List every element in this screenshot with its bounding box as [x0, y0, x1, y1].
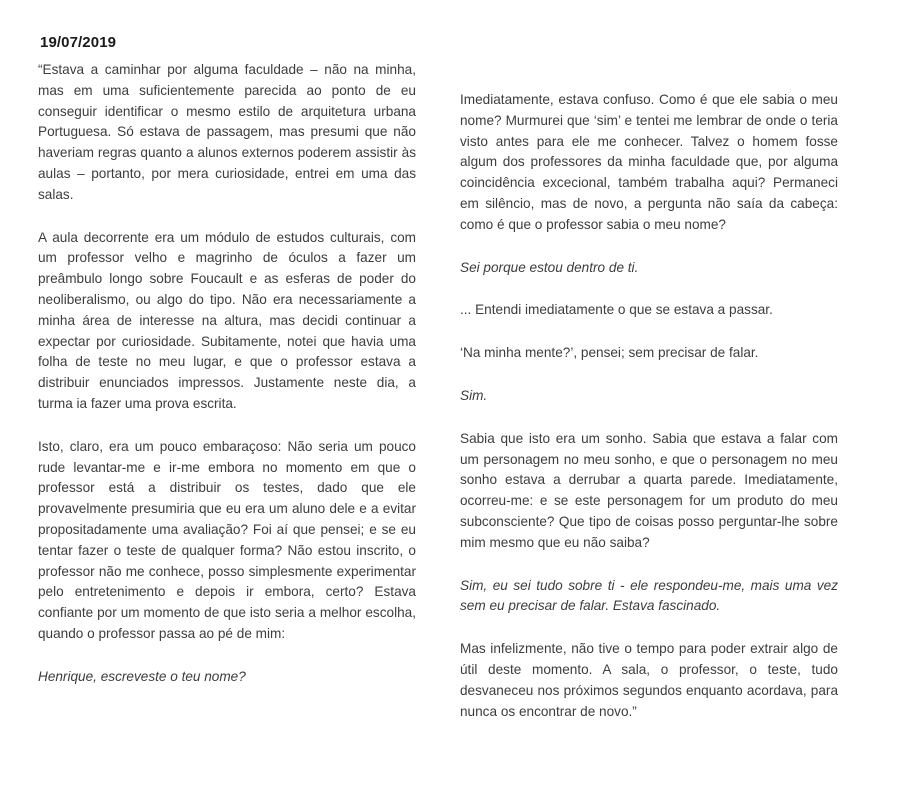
- two-column-layout: [38, 60, 838, 744]
- paragraph: ... Entendi imediatamente o que se estava a passar.: [460, 302, 773, 318]
- paragraph: Sabia que isto era um sonho. Sabia que estava a falar com um personagem no meu sonho, e que o personagem no meu sonho estava a derrubar a quarta parede. Imediatamente, ocorreu-me: e se este personagem for um produto do meu subconsciente? Que tipo de coisas posso perguntar-lhe sobre mim mesmo que eu não saiba?: [460, 430, 838, 550]
- paragraph: Isto, claro, era um pouco embaraçoso: Não seria um pouco rude levantar-me e ir-me embora no momento em que o professor está a distribuir os testes, dado que ele provavelmente presumiria que eu era um aluno dele e a evitar propositadamente uma avaliação? Foi aí que pensei; e se eu tentar fazer o teste de qualquer forma? Não estou inscrito, o professor não me conhece, posso simplesmente experimentar pelo entretenimento e depois ir embora, certo? Estava confiante por um momento de que isto seria a melhor escolha, quando o professor passa ao pé de mim:: [38, 438, 416, 641]
- paragraph: Henrique, escreveste o teu nome?: [38, 668, 246, 684]
- right-column: [460, 60, 838, 744]
- paragraph: ‘Na minha mente?’, pensei; sem precisar de falar.: [460, 345, 759, 361]
- paragraph: Sim.: [460, 387, 488, 403]
- paragraph: Sei porque estou dentro de ti.: [460, 259, 639, 275]
- paragraph: Imediatamente, estava confuso. Como é que ele sabia o meu nome? Murmurei que ‘sim’ e tentei me lembrar de onde o teria visto antes para ele me conhecer. Talvez o homem fosse algum dos professores da minha faculdade que, por alguma coincidência excecional, também trabalha aqui? Permaneci em silêncio, mas de novo, a pergunta não saía da cabeça: como é que o professor sabia o meu nome?: [460, 92, 838, 232]
- paragraph: Mas infelizmente, não tive o tempo para poder extrair algo de útil deste momento. A sala, o professor, o teste, tudo desvaneceu nos próximos segundos enquanto acordava, para nunca os encontrar de novo.”: [460, 641, 838, 719]
- left-column: [38, 60, 416, 710]
- paragraph: “Estava a caminhar por alguma faculdade – não na minha, mas em uma suficientemente parecida ao ponto de eu conseguir identificar o mesmo estilo de arquitetura urbana Portuguesa. Só estava de passagem, mas presumi que não haveriam regras quanto a alunos externos poderem assistir às aulas – portanto, por mera curiosidade, entrei em uma das salas.: [38, 62, 416, 202]
- paragraph: A aula decorrente era um módulo de estudos culturais, com um professor velho e magrinho de óculos a fazer um preâmbulo longo sobre Foucault e as esferas de poder do neoliberalismo, ou algo do tipo. Não era necessariamente a minha área de interesse na altura, mas decidi continuar a expectar por curiosidade. Subitamente, notei que havia uma folha de teste no meu lugar, e que o professor estava a distribuir enunciados impressos. Justamente neste dia, a turma ia fazer uma prova escrita.: [38, 229, 416, 411]
- page-title: 19/07/2019: [40, 34, 117, 51]
- paragraph: Sim, eu sei tudo sobre ti - ele respondeu-me, mais uma vez sem eu precisar de falar. Estava fascinado.: [460, 577, 838, 614]
